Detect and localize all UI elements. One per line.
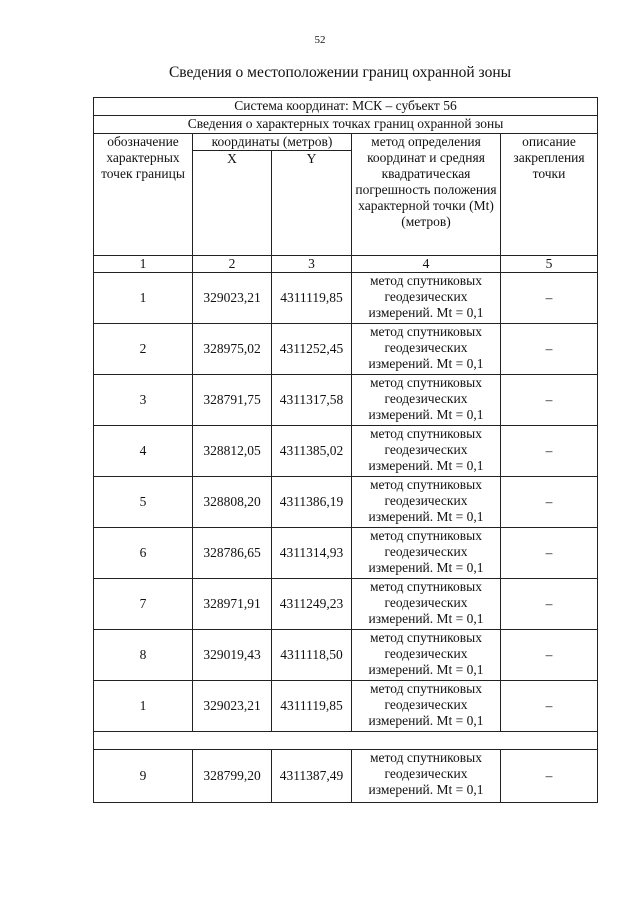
coordinate-system-caption: Система координат: МСК – субъект 56	[94, 98, 598, 116]
point-id: 1	[94, 273, 193, 324]
header-point-designation-rest: характерных точек границы	[101, 150, 185, 181]
coord-x: 328791,75	[193, 375, 272, 426]
description-cell: –	[501, 426, 598, 477]
coord-x: 328799,20	[193, 750, 272, 803]
header-point-designation	[94, 134, 193, 256]
table-row	[94, 528, 598, 579]
point-id: 2	[94, 324, 193, 375]
coord-y: 4311317,58	[272, 375, 352, 426]
method-cell: метод спутниковых геодезических измерений. Mt = 0,1	[352, 273, 501, 324]
coordinates-table	[93, 97, 598, 803]
point-id: 9	[94, 750, 193, 803]
table-caption: Сведения о характерных точках границ охранной зоны	[94, 116, 598, 134]
table-row	[94, 375, 598, 426]
header-x: X	[193, 151, 272, 256]
coord-y: 4311119,85	[272, 273, 352, 324]
point-id: 5	[94, 477, 193, 528]
method-cell: метод спутниковых геодезических измерений. Mt = 0,1	[352, 324, 501, 375]
coord-y: 4311249,23	[272, 579, 352, 630]
coord-x: 328971,91	[193, 579, 272, 630]
point-id: 4	[94, 426, 193, 477]
coord-y: 4311387,49	[272, 750, 352, 803]
method-cell: метод спутниковых геодезических измерений. Mt = 0,1	[352, 579, 501, 630]
method-cell: метод спутниковых геодезических измерений. Mt = 0,1	[352, 477, 501, 528]
coord-y: 4311385,02	[272, 426, 352, 477]
description-cell: –	[501, 528, 598, 579]
header-method	[352, 134, 501, 256]
coord-x: 329023,21	[193, 273, 272, 324]
method-cell: метод спутниковых геодезических измерений. Mt = 0,1	[352, 375, 501, 426]
point-id: 1	[94, 681, 193, 732]
point-id: 7	[94, 579, 193, 630]
description-cell: –	[501, 273, 598, 324]
column-number: 1	[94, 256, 193, 273]
coord-y: 4311118,50	[272, 630, 352, 681]
header-method-rest: координат и средняя квадратическая погрешность положения характерной точки (Mt) (метров)	[355, 150, 497, 229]
coord-y: 4311386,19	[272, 477, 352, 528]
description-cell: –	[501, 375, 598, 426]
coord-x: 328975,02	[193, 324, 272, 375]
header-description-rest: закрепления точки	[513, 150, 585, 181]
table-row	[94, 426, 598, 477]
description-cell: –	[501, 579, 598, 630]
description-cell: –	[501, 477, 598, 528]
header-method-line1: метод определения	[371, 134, 481, 149]
column-number: 4	[352, 256, 501, 273]
coord-x: 328812,05	[193, 426, 272, 477]
method-cell: метод спутниковых геодезических измерений. Mt = 0,1	[352, 426, 501, 477]
point-id: 6	[94, 528, 193, 579]
header-coordinates: координаты (метров)	[193, 134, 352, 151]
table-row	[94, 579, 598, 630]
description-cell: –	[501, 750, 598, 803]
page-number: 52	[314, 34, 326, 46]
method-cell: метод спутниковых геодезических измерений. Mt = 0,1	[352, 681, 501, 732]
column-number: 5	[501, 256, 598, 273]
point-id: 3	[94, 375, 193, 426]
point-id: 8	[94, 630, 193, 681]
column-number: 2	[193, 256, 272, 273]
coord-y: 4311314,93	[272, 528, 352, 579]
header-description-line1: описание	[522, 134, 576, 149]
header-description	[501, 134, 598, 256]
coord-y: 4311252,45	[272, 324, 352, 375]
coord-y: 4311119,85	[272, 681, 352, 732]
coord-x: 328786,65	[193, 528, 272, 579]
coord-x: 328808,20	[193, 477, 272, 528]
separator-row	[94, 732, 598, 750]
table-row	[94, 750, 598, 803]
table-row	[94, 477, 598, 528]
table-row	[94, 324, 598, 375]
header-y: Y	[272, 151, 352, 256]
coord-x: 329023,21	[193, 681, 272, 732]
method-cell: метод спутниковых геодезических измерений. Mt = 0,1	[352, 750, 501, 803]
description-cell: –	[501, 324, 598, 375]
description-cell: –	[501, 681, 598, 732]
document-title: Сведения о местоположении границ охранной зоны	[168, 64, 512, 81]
table-row	[94, 273, 598, 324]
method-cell: метод спутниковых геодезических измерений. Mt = 0,1	[352, 630, 501, 681]
coord-x: 329019,43	[193, 630, 272, 681]
empty-cell	[94, 732, 598, 750]
table-row	[94, 681, 598, 732]
table-row	[94, 630, 598, 681]
header-point-designation-line1: обозначение	[107, 134, 179, 149]
description-cell: –	[501, 630, 598, 681]
method-cell: метод спутниковых геодезических измерений. Mt = 0,1	[352, 528, 501, 579]
column-number: 3	[272, 256, 352, 273]
